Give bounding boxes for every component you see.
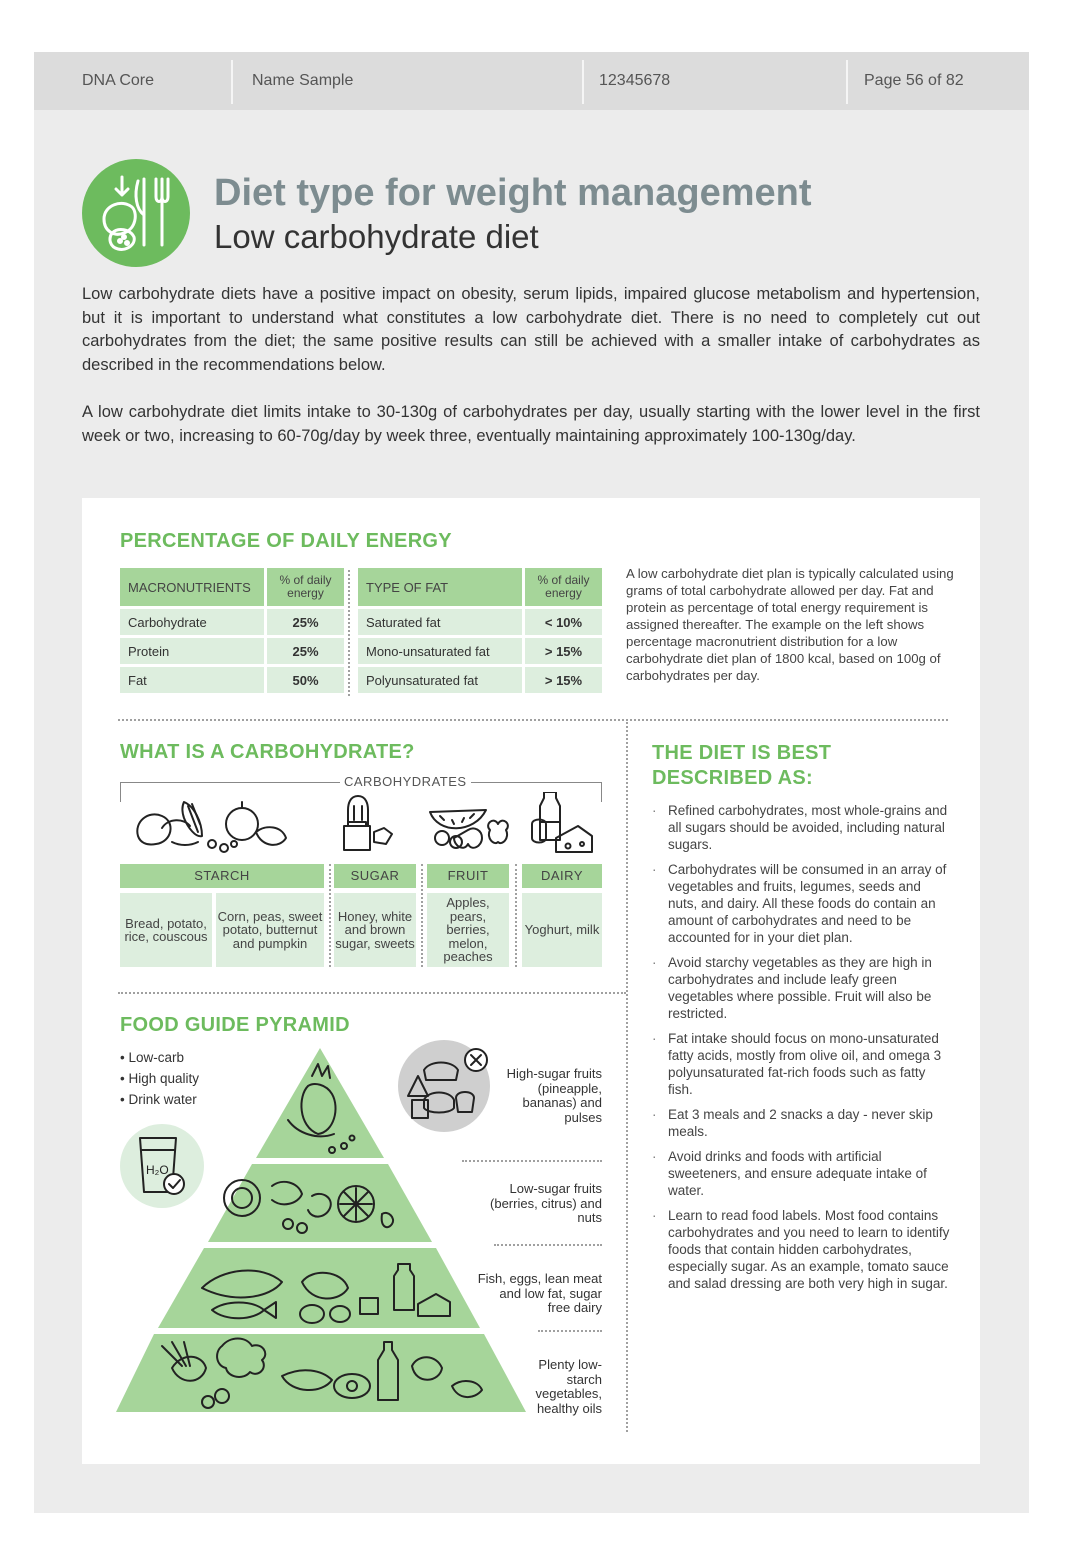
fat-col-header: TYPE OF FAT xyxy=(358,568,522,606)
category-divider xyxy=(421,864,423,967)
table-row xyxy=(120,638,344,664)
list-item: · Avoid starchy vegetables as they are high in carbohydrates and include leafy green vegetables where possible. Fruit will also be restricted. xyxy=(652,954,952,1022)
water-label: H₂O xyxy=(146,1163,169,1177)
macro-name: Fat xyxy=(120,667,264,693)
table-row xyxy=(358,667,602,693)
category-starch: STARCH xyxy=(120,864,324,888)
list-item: · Eat 3 meals and 2 snacks a day - never skip meals. xyxy=(652,1106,952,1140)
energy-note: A low carbohydrate diet plan is typically calculated using grams of total carbohydrate allowed per day. Fat and protein as percentage of total energy requirement is assigned thereafter. The example on the left shows percentage macronutrient distribution for a low carbohydrate diet plan of 1800 kcal, based on 100g of carbohydrates per day. xyxy=(626,566,954,683)
fat-value: > 15% xyxy=(522,667,602,693)
dairy-foods-icon xyxy=(532,792,592,852)
best-described-heading xyxy=(652,741,831,791)
pyramid-label-high-sugar: High-sugar fruits (pineapple, bananas) and pulses xyxy=(506,1066,602,1125)
carbohydrate-foods-illustration xyxy=(132,792,602,858)
fat-value: > 15% xyxy=(522,638,602,664)
header-divider xyxy=(231,60,233,104)
list-item: • Low-carb xyxy=(120,1050,185,1065)
fat-name: Saturated fat xyxy=(358,609,522,635)
carbohydrates-label: CARBOHYDRATES xyxy=(340,774,471,789)
pyramid-tier-top xyxy=(256,1048,384,1158)
macro-value-header: % of daily energy xyxy=(264,568,344,606)
table-divider xyxy=(348,570,350,696)
energy-heading: PERCENTAGE OF DAILY ENERGY xyxy=(120,530,452,552)
tier-guide-line xyxy=(494,1244,602,1246)
section-divider xyxy=(118,992,626,994)
intro-paragraph-1: Low carbohydrate diets have a positive impact on obesity, serum lipids, impaired glucose metabolism and hypertension, but it is important to understand what constitutes a low carbohydrate diet. There is no need to completely cut out carbohydrates from the diet; the same positive results can still be achieved with a smaller intake of carbohydrates as described in the recommendations below. xyxy=(82,285,980,374)
intro-paragraph-2: A low carbohydrate diet limits intake to 30-130g of carbohydrates per day, usually starting with the lower level in the first week or two, increasing to 60-70g/day by week three, eventually maintaining approximately 100-130g/day. xyxy=(82,403,980,445)
page-subtitle: Low carbohydrate diet xyxy=(214,218,539,255)
list-item: · Avoid drinks and foods with artificial sweeteners, and ensure adequate intake of water. xyxy=(652,1148,952,1199)
sugar-examples: Honey, white and brown sugar, sweets xyxy=(334,893,416,967)
table-row xyxy=(120,667,344,693)
category-divider xyxy=(515,864,517,967)
pyramid-tier-2 xyxy=(208,1164,432,1242)
brand-label: DNA Core xyxy=(82,72,155,89)
pyramid-label-low-sugar: Low-sugar fruits (berries, citrus) and nuts xyxy=(490,1181,602,1225)
list-item: • Drink water xyxy=(120,1092,197,1107)
macro-name: Protein xyxy=(120,638,264,664)
pyramid-heading: FOOD GUIDE PYRAMID xyxy=(120,1014,350,1036)
page-header xyxy=(34,52,1029,110)
fat-name: Mono-unsaturated fat xyxy=(358,638,522,664)
column-divider xyxy=(626,722,628,1432)
junk-food-crossed-icon xyxy=(398,1040,490,1132)
category-divider xyxy=(329,864,331,967)
macro-value: 50% xyxy=(264,667,344,693)
header-divider xyxy=(582,60,584,104)
tier-guide-line xyxy=(538,1330,602,1332)
pyramid-label-vegetables: Plenty low-starch vegetables, healthy oils xyxy=(535,1357,602,1416)
starch-vegetables: Corn, peas, sweet potato, butternut and pumpkin xyxy=(216,893,324,967)
dairy-examples: Yoghurt, milk xyxy=(522,893,602,967)
macronutrient-table xyxy=(120,565,344,696)
list-item: · Learn to read food labels. Most food contains carbohydrates and you need to learn to identify foods that contain hidden carbohydrates, especially sugar. As an example, tomato sauce and salad dressing are both very high in sugar. xyxy=(652,1207,952,1292)
list-item: · Carbohydrates will be consumed in an array of vegetables and fruits, legumes, seeds and nuts, and dairy. All these foods do contain an amount of carbohydrates and need to be accounted for in your diet plan. xyxy=(652,861,952,946)
best-described-list xyxy=(652,802,952,1300)
starch-examples: Bread, potato, rice, couscous xyxy=(120,893,212,967)
carbohydrate-heading: WHAT IS A CARBOHYDRATE? xyxy=(120,741,415,763)
category-fruit: FRUIT xyxy=(427,864,509,888)
fat-type-table xyxy=(358,565,602,696)
section-divider xyxy=(118,719,948,721)
category-dairy: DAIRY xyxy=(522,864,602,888)
client-name: Name Sample xyxy=(252,72,354,89)
list-item: · Fat intake should focus on mono-unsaturated fatty acids, mostly from olive oil, and omega 3 polyunsaturated fat-rich foods such as fatty fish. xyxy=(652,1030,952,1098)
list-item: • High quality xyxy=(120,1071,200,1086)
table-row xyxy=(358,609,602,635)
report-page xyxy=(34,52,1029,1513)
diet-fork-knife-icon xyxy=(82,159,190,267)
sugar-foods-icon xyxy=(344,796,392,850)
client-id: 12345678 xyxy=(599,72,671,89)
heading-line: THE DIET IS BEST xyxy=(652,742,832,764)
macro-col-header: MACRONUTRIENTS xyxy=(120,568,264,606)
starch-foods-icon xyxy=(137,802,286,852)
fat-name: Polyunsaturated fat xyxy=(358,667,522,693)
fat-value: < 10% xyxy=(522,609,602,635)
pyramid-label-protein: Fish, eggs, lean meat and low fat, sugar free dairy xyxy=(477,1271,602,1315)
table-row xyxy=(120,609,344,635)
tier-guide-line xyxy=(462,1160,602,1162)
category-sugar: SUGAR xyxy=(334,864,416,888)
macro-value: 25% xyxy=(264,638,344,664)
table-row xyxy=(358,638,602,664)
page-title: Diet type for weight management xyxy=(214,172,812,214)
fat-value-header: % of daily energy xyxy=(522,568,602,606)
list-item: · Refined carbohydrates, most whole-grains and all sugars should be avoided, including natural sugars. xyxy=(652,802,952,853)
macro-value: 25% xyxy=(264,609,344,635)
heading-line: DESCRIBED AS: xyxy=(652,767,813,789)
fruit-foods-icon xyxy=(430,810,508,848)
macro-name: Carbohydrate xyxy=(120,609,264,635)
content-panel xyxy=(82,498,980,1464)
header-divider xyxy=(846,60,848,104)
fruit-examples: Apples, pears, berries, melon, peaches xyxy=(427,893,509,967)
page-indicator: Page 56 of 82 xyxy=(864,72,964,89)
